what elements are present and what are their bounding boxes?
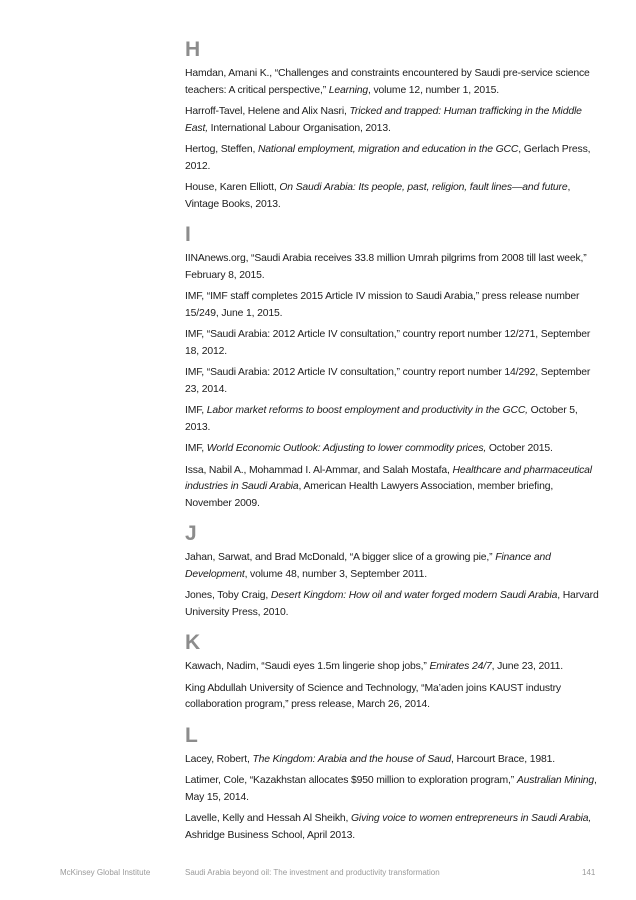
bibliography <box>185 38 600 854</box>
reference-text: Kawach, Nadim, “Saudi eyes 1.5m lingerie shop jobs,” <box>185 661 430 672</box>
reference-entry <box>185 403 600 436</box>
reference-text: Latimer, Cole, “Kazakhstan allocates $950 million to exploration program,” <box>185 775 517 786</box>
section-letter-heading: L <box>185 723 198 747</box>
section-letter-heading: K <box>185 631 201 654</box>
reference-entry <box>185 327 600 360</box>
reference-title-italic: Learning <box>328 84 368 96</box>
reference-title-italic: Tricked and trapped: Human trafficking in the Middle East, <box>185 106 582 134</box>
section-letter-heading: J <box>185 522 197 545</box>
reference-title-italic: Finance and Development <box>185 552 551 580</box>
reference-title-italic: Giving voice to women entrepreneurs in Saudi Arabia, <box>351 813 592 824</box>
reference-text: Jahan, Sarwat, and Brad McDonald, “A bigger slice of a growing pie,” <box>185 552 496 563</box>
reference-text: October 2015. <box>486 443 553 454</box>
reference-entry <box>185 441 600 458</box>
reference-text: , Gerlach Press, 2012. <box>185 144 591 172</box>
reference-text: Lacey, Robert, <box>185 753 253 765</box>
reference-text: , Harvard University Press, 2010. <box>185 590 599 618</box>
reference-title-italic: Australian Mining <box>516 775 594 786</box>
reference-text: IINAnews.org, “Saudi Arabia receives 33.8 million Umrah pilgrims from 2008 till last week,” February 8, 2015. <box>185 253 587 281</box>
reference-text: Hamdan, Amani K., “Challenges and constraints encountered by Saudi pre-service science teachers: A critical perspective,” <box>185 68 590 96</box>
reference-entry <box>185 251 600 284</box>
reference-title-italic: Labor market reforms to boost employment and productivity in the GCC, <box>206 405 528 416</box>
reference-text: October 5, 2013. <box>185 405 578 433</box>
reference-entry <box>185 811 600 844</box>
reference-entry <box>185 289 600 322</box>
reference-entry <box>185 142 600 175</box>
section-k <box>185 631 600 714</box>
reference-entry <box>185 773 600 806</box>
reference-text: , May 15, 2014. <box>185 775 597 803</box>
reference-text: IMF, “Saudi Arabia: 2012 Article IV consultation,” country report number 14/292, September 23, 2014. <box>185 367 591 395</box>
reference-text: Issa, Nabil A., Mohammad I. Al-Ammar, and Salah Mostafa, <box>185 464 453 476</box>
reference-text: King Abdullah University of Science and Technology, “Ma’aden joins KAUST industry collaboration program,” press release, March 26, 2014. <box>185 682 561 710</box>
reference-text: IMF, “IMF staff completes 2015 Article IV mission to Saudi Arabia,” press release number 15/249, June 1, 2015. <box>185 291 580 319</box>
reference-text: Lavelle, Kelly and Hessah Al Sheikh, <box>185 813 351 824</box>
reference-title-italic: Healthcare and pharmaceutical industries in Saudi Arabia <box>185 464 592 492</box>
reference-entry <box>185 550 600 583</box>
reference-entry <box>185 588 600 621</box>
section-letter-heading: I <box>185 223 191 246</box>
reference-text: , volume 48, number 3, September 2011. <box>244 568 427 580</box>
reference-entry <box>185 66 600 99</box>
reference-text: IMF, <box>185 443 207 454</box>
reference-text: , American Health Lawyers Association, member briefing, November 2009. <box>185 481 554 509</box>
reference-entry <box>185 752 600 769</box>
section-letter-heading: H <box>185 38 201 61</box>
reference-entry <box>185 463 600 513</box>
reference-title-italic: Emirates 24/7 <box>429 661 492 672</box>
reference-title-italic: World Economic Outlook: Adjusting to lower commodity prices, <box>206 443 487 454</box>
section-h <box>185 38 600 213</box>
reference-text: Hertog, Steffen, <box>185 144 258 155</box>
reference-title-italic: National employment, migration and education in the GCC <box>257 144 519 155</box>
page-number: 141 <box>582 868 596 877</box>
reference-text: Harroff-Tavel, Helene and Alix Nasri, <box>185 106 350 117</box>
reference-entry <box>185 681 600 714</box>
reference-text: Jones, Toby Craig, <box>185 590 271 601</box>
section-l <box>185 724 600 845</box>
reference-text: , volume 12, number 1, 2015. <box>368 84 499 96</box>
reference-text: International Labour Organisation, 2013. <box>207 122 391 134</box>
reference-entry <box>185 104 600 137</box>
reference-text: , June 23, 2011. <box>491 661 563 672</box>
section-j <box>185 522 600 621</box>
reference-title-italic: Desert Kingdom: How oil and water forged modern Saudi Arabia <box>270 590 558 601</box>
reference-text: IMF, <box>185 405 207 416</box>
reference-text: , Harcourt Brace, 1981. <box>451 753 555 765</box>
footer-report-title: Saudi Arabia beyond oil: The investment and productivity transformation <box>185 868 440 877</box>
reference-entry <box>185 180 600 213</box>
footer-publisher: McKinsey Global Institute <box>60 868 151 877</box>
reference-title-italic: The Kingdom: Arabia and the house of Saud <box>252 753 451 765</box>
reference-text: House, Karen Elliott, <box>185 182 280 193</box>
section-i <box>185 223 600 512</box>
reference-entry <box>185 659 600 676</box>
reference-text: IMF, “Saudi Arabia: 2012 Article IV consultation,” country report number 12/271, September 18, 2012. <box>185 329 591 357</box>
reference-text: , Vintage Books, 2013. <box>185 182 571 210</box>
reference-title-italic: On Saudi Arabia: Its people, past, religion, fault lines—and future <box>279 182 568 193</box>
reference-entry <box>185 365 600 398</box>
reference-text: Ashridge Business School, April 2013. <box>185 829 356 841</box>
